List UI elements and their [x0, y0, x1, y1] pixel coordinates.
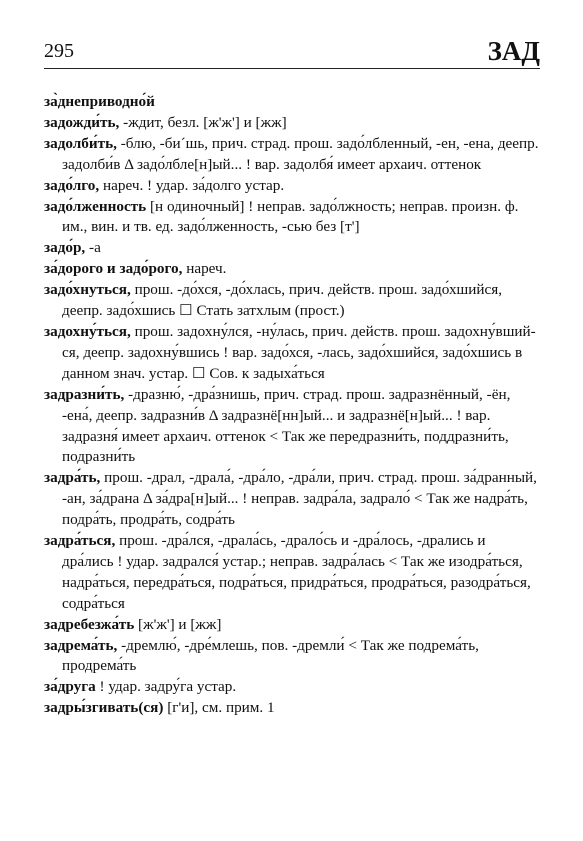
entry-text: -блю, -биˊшь, прич. страд. прош. задо́лбленный, -ен, -ена, деепр. задолби́в Δ задо́лбле[н]ый... ! вар. задолбя́ имеет архаич. оттенок — [62, 134, 539, 173]
headword: задрема́ть, — [44, 636, 118, 654]
dictionary-entry — [44, 531, 540, 615]
headword: задо́р, — [44, 239, 86, 257]
dictionary-entry — [44, 615, 540, 636]
dictionary-entry — [44, 238, 540, 259]
headword: задра́ться, — [44, 532, 116, 550]
entry-text: прош. задохну́лся, -ну́лась, прич. действ. прош. задохну́вшийся, деепр. задохну́вшись ! вар. задо́хся, -лась, задо́хшийся, задо́хшись в данном знач. устар. ☐ Сов. к задыха́ться — [62, 322, 536, 382]
entry-text: [н одиночный] ! неправ. задо́лжность; неправ. произн. ф. им., вин. и тв. ед. задо́лженность, -сью без [т'] — [62, 197, 519, 236]
guide-word: ЗАД — [487, 36, 540, 66]
headword: задолби́ть, — [44, 134, 117, 152]
entry-text: -дразню́, -дра́знишь, прич. страд. прош. задразнённый, -ён, -ена́, деепр. задразни́в Δ задразнё[нн]ый... и задразнё[н]ый... ! вар. задразня́ имеет архаич. оттенок < Так же передразни́ть, поддразни́ть, подразни́ть — [62, 385, 511, 466]
entry-text: прош. -до́хся, -до́хлась, прич. действ. прош. задо́хшийся, деепр. задо́хшись ☐ Стать затхлым (прост.) — [62, 281, 503, 320]
entry-text: -ждит, безл. [ж'ж'] и [жж] — [119, 113, 287, 131]
headword: задо́лго, — [44, 176, 100, 194]
dictionary-entry — [44, 385, 540, 469]
dictionary-entry — [44, 259, 540, 280]
headword: задребезжа́ть — [44, 615, 135, 633]
headword: задра́ть, — [44, 469, 101, 487]
headword: за́друга — [44, 678, 96, 696]
dictionary-entry — [44, 113, 540, 134]
headword: задохну́ться, — [44, 322, 131, 340]
dictionary-entry — [44, 92, 540, 113]
dictionary-entry — [44, 468, 540, 531]
dictionary-entry — [44, 280, 540, 322]
dictionary-entry — [44, 677, 540, 698]
dictionary-entry — [44, 698, 540, 719]
entry-text: -дремлю́, -дре́млешь, пов. -дремли́ < Так же подрема́ть, продрема́ть — [62, 636, 479, 675]
entry-text: -а — [85, 239, 101, 257]
headword: за̀днеприводно́й — [44, 93, 155, 110]
entry-text: нареч. — [182, 260, 227, 278]
entry-text: прош. -дра́лся, -драла́сь, -драло́сь и -дра́лось, -дрались и дра́лись ! удар. задрался́ устар.; неправ. задра́лась < Так же изодра́ться, надра́ться, передра́ться, подра́ться, придра́ться, продра́ться, разодра́ться, содра́ться — [62, 532, 531, 612]
dictionary-entry — [44, 636, 540, 678]
entry-text: ! удар. задру́га устар. — [95, 678, 237, 696]
dictionary-entry — [44, 197, 540, 239]
entry-text: прош. -драл, -драла́, -дра́ло, -дра́ли, прич. страд. прош. за́дранный, -ан, за́драна Δ за́дра[н]ый... ! неправ. задра́ла, задрало́ < Так же надра́ть, подра́ть, продра́ть, содра́ть — [62, 469, 537, 529]
page-number: 295 — [44, 40, 74, 62]
dictionary-body — [44, 92, 540, 719]
entry-text: [ж'ж'] и [жж] — [134, 615, 222, 633]
dictionary-entry — [44, 134, 540, 176]
entry-text: нареч. ! удар. за́долго устар. — [99, 176, 285, 194]
dictionary-entry — [44, 176, 540, 197]
headword: задразни́ть, — [44, 385, 125, 403]
headword: за́дорого и задо́рого, — [44, 260, 183, 278]
dictionary-entry — [44, 322, 540, 385]
headword: задо́лженность — [44, 197, 147, 215]
headword: задожди́ть, — [44, 113, 120, 131]
entry-text: [г'и], см. прим. 1 — [163, 699, 275, 717]
page-header — [44, 38, 540, 69]
headword: задо́хнуться, — [44, 281, 131, 299]
headword: задры́згивать(ся) — [44, 699, 164, 717]
